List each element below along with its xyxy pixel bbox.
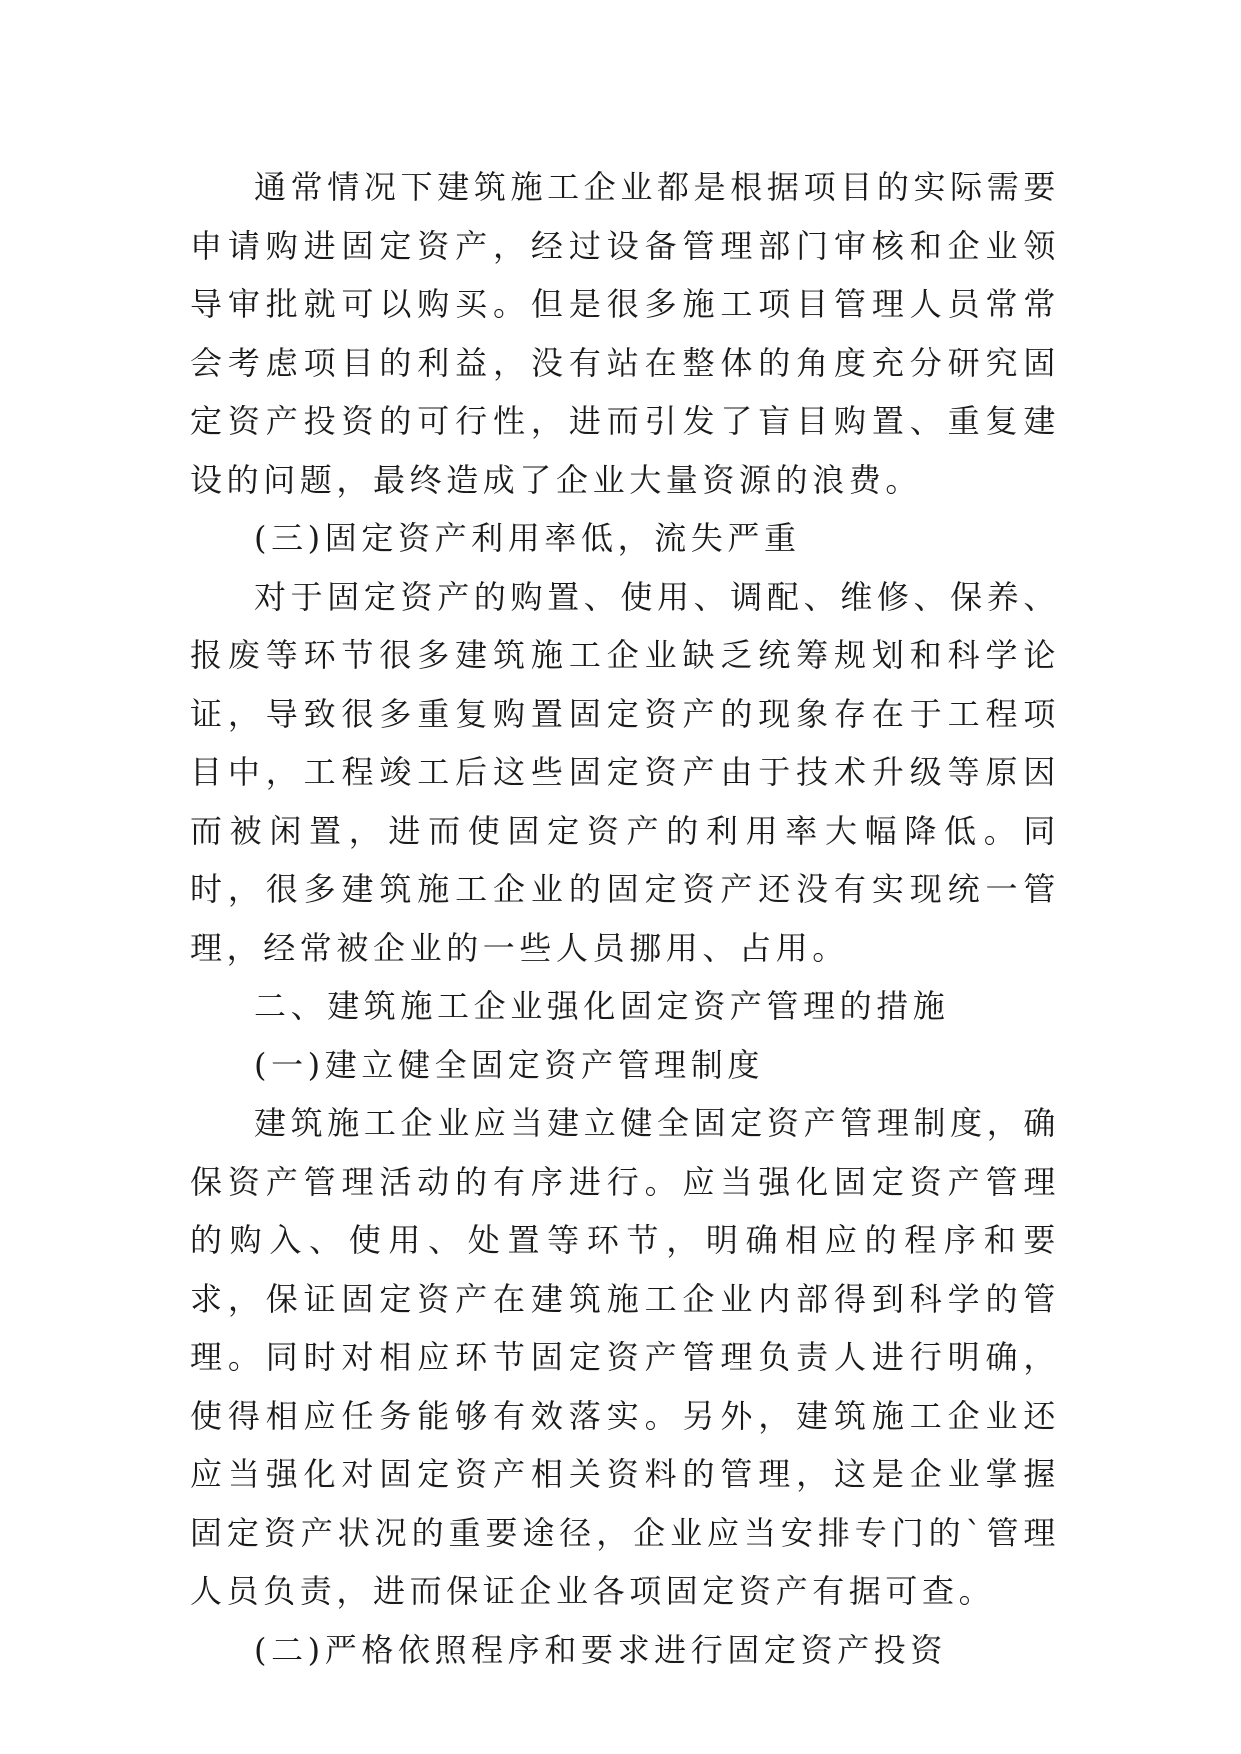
paragraph-management-system: 建筑施工企业应当建立健全固定资产管理制度，确保资产管理活动的有序进行。应当强化固定资产管理的购入、使用、处置等环节，明确相应的程序和要求，保证固定资产在建筑施工企业内部得到科学的管理。同时对相应环节固定资产管理负责人进行明确，使得相应任务能够有效落实。另外，建筑施工企业还应当强化对固定资产相关资料的管理，这是企业掌握固定资产状况的重要途径，企业应当安排专门的`管理人员负责，进而保证企业各项固定资产有据可查。 bbox=[190, 1104, 1060, 1610]
paragraph-purchase-approval: 通常情况下建筑施工企业都是根据项目的实际需要申请购进固定资产，经过设备管理部门审核和企业领导审批就可以购买。但是很多施工项目管理人员常常会考虑项目的利益，没有站在整体的角度充分研究固定资产投资的可行性，进而引发了盲目购置、重复建设的问题，最终造成了企业大量资源的浪费。 bbox=[190, 168, 1060, 499]
paragraph-utilization: 对于固定资产的购置、使用、调配、维修、保养、报废等环节很多建筑施工企业缺乏统筹规划和科学论证，导致很多重复购置固定资产的现象存在于工程项目中，工程竣工后这些固定资产由于技术升级等原因而被闲置，进而使固定资产的利用率大幅降低。同时，很多建筑施工企业的固定资产还没有实现统一管理，经常被企业的一些人员挪用、占用。 bbox=[190, 577, 1060, 967]
section-heading-measures: 二、建筑施工企业强化固定资产管理的措施 bbox=[254, 987, 950, 1025]
document-body bbox=[190, 158, 1060, 1679]
subheading-management-system: (一)建立健全固定资产管理制度 bbox=[254, 1045, 764, 1084]
subheading-investment-procedure: (二)严格依照程序和要求进行固定资产投资 bbox=[254, 1630, 947, 1669]
subheading-utilization-low: (三)固定资产利用率低，流失严重 bbox=[254, 519, 801, 557]
